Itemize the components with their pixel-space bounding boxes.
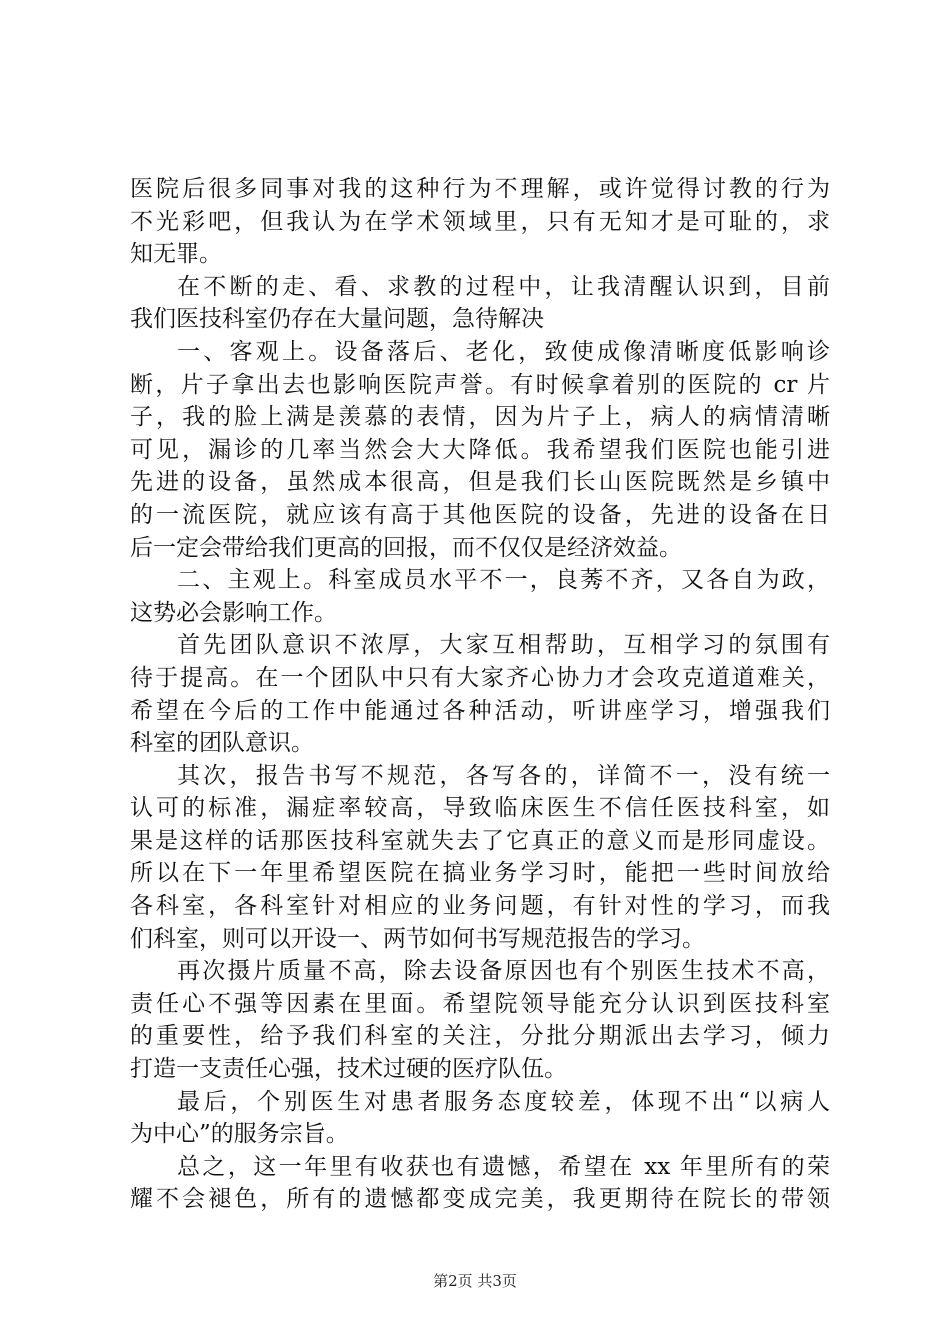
text-line: 这势必会影响工作。	[130, 599, 337, 626]
text-line: 其次，报告书写不规范，各写各的，详简不一，没有统一	[177, 762, 830, 789]
text-line: 可见，漏诊的几率当然会大大降低。我希望我们医院也能引进	[130, 436, 830, 463]
text-line: 断，片子拿出去也影响医院声誉。有时候拿着别的医院的 cr 片	[130, 371, 830, 398]
text-line: 果是这样的话那医技科室就失去了它真正的意义而是形同虚设。	[130, 827, 830, 854]
page-footer: 第2页 共3页	[433, 1272, 517, 1290]
text-line: 我们医技科室仍存在大量问题，急待解决	[130, 306, 544, 333]
text-line: 知无罪。	[130, 241, 222, 268]
text-line: 为中心”的服务宗旨。	[130, 1121, 349, 1148]
text-line: 最后，个别医生对患者服务态度较差，体现不出“以病人	[177, 1088, 830, 1115]
text-line: 一、客观上。设备落后、老化，致使成像清晰度低影响诊	[177, 338, 830, 365]
text-line: 先进的设备，虽然成本很高，但是我们长山医院既然是乡镇中	[130, 469, 830, 496]
text-line: 们科室，则可以开设一、两节如何书写规范报告的学习。	[130, 925, 705, 952]
text-line: 打造一支责任心强，技术过硬的医疗队伍。	[130, 1056, 567, 1083]
text-line: 科室的团队意识。	[130, 730, 314, 757]
text-line: 的一流医院，就应该有高于其他医院的设备，先进的设备在日	[130, 501, 830, 528]
text-line: 二、主观上。科室成员水平不一，良莠不齐，又各自为政，	[177, 567, 830, 594]
text-line: 不光彩吧，但我认为在学术领域里，只有无知才是可耻的，求	[130, 208, 830, 235]
text-line: 的重要性，给予我们科室的关注，分批分期派出去学习，倾力	[130, 1023, 830, 1050]
text-line: 再次摄片质量不高，除去设备原因也有个别医生技术不高，	[177, 958, 830, 985]
text-line: 子，我的脸上满是羡慕的表情，因为片子上，病人的病情清晰	[130, 404, 830, 431]
text-line: 各科室，各科室针对相应的业务问题，有针对性的学习，而我	[130, 893, 830, 920]
text-line: 耀不会褪色，所有的遗憾都变成完美，我更期待在院长的带领	[130, 1186, 830, 1213]
text-line: 认可的标准，漏症率较高，导致临床医生不信任医技科室，如	[130, 795, 830, 822]
text-line: 所以在下一年里希望医院在搞业务学习时，能把一些时间放给	[130, 860, 830, 887]
text-line: 首先团队意识不浓厚，大家互相帮助，互相学习的氛围有	[177, 632, 830, 659]
text-line: 责任心不强等因素在里面。希望院领导能充分认识到医技科室	[130, 990, 830, 1017]
text-line: 希望在今后的工作中能通过各种活动，听讲座学习，增强我们	[130, 697, 830, 724]
text-line: 后一定会带给我们更高的回报，而不仅仅是经济效益。	[130, 534, 682, 561]
document-body	[130, 173, 830, 1216]
text-line: 待于提高。在一个团队中只有大家齐心协力才会攻克道道难关，	[130, 664, 830, 691]
text-line: 医院后很多同事对我的这种行为不理解，或许觉得讨教的行为	[130, 176, 830, 202]
text-line: 总之，这一年里有收获也有遗憾，希望在 xx 年里所有的荣	[177, 1153, 830, 1180]
text-line: 在不断的走、看、求教的过程中，让我清醒认识到，目前	[177, 273, 830, 300]
